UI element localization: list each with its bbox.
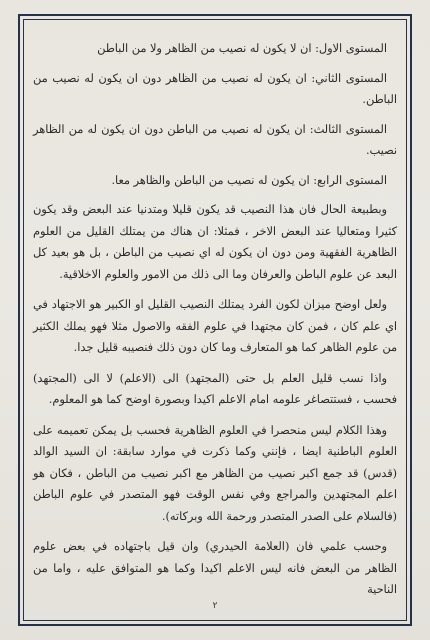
body-paragraph: وهذا الكلام ليس منحصرا في العلوم الظاهرية فحسب بل يمكن تعميمه على العلوم الباطنية ايضا ، فإنني وكما ذكرت في موارد سابقة: ان السيد الوالد (قدس) قد جمع اكبر نصيب من الظاهر مع اكبر نصيب من الباطن ، فكان هو اعلم المجتهدين والمراجع وفي نفس الوقت فهو المتصدر في علوم الباطن (فالسلام على الصدر المتصدر ورحمة الله وبركاته).	[33, 423, 397, 523]
body-paragraph: واذا نسب قليل العلم بل حتى (المجتهد) الى (الاعلم) لا الى (المجتهد) فحسب ، فستتصاغر علومه امام الاعلم اكيدا وبصورة اوضح كما هو المعلوم.	[33, 371, 397, 406]
page-number: ٢	[212, 601, 218, 611]
level-two-paragraph: المستوى الثاني: ان يكون له نصيب من الظاهر دون ان يكون له نصيب من الباطن.	[33, 71, 397, 106]
body-paragraph: وبطبيعة الحال فان هذا النصيب قد يكون قليلا ومتدنيا عند البعض وقد يكون كثيرا ومتعاليا عند البعض الاخر ، فمثلا: ان هناك من يمتلك القليل من العلوم الظاهرية الفقهية ومن دون ان يكون له اي نصيب من الباطن ، بل هو بعيد كل البعد عن علوم الباطن والعرفان وما الى ذلك من الامور والعلوم الاخلاقية.	[33, 203, 397, 281]
body-paragraph: ولعل اوضح ميزان لكون الفرد يمتلك النصيب القليل او الكبير هو الاجتهاد في اي علم كان ، فمن كان مجتهدا في علوم الفقه والاصول مثلا فهو يملك الكثير من علوم الظاهر كما هو المتعارف وما كان دون ذلك فنصيبه قليل جدا.	[33, 298, 397, 354]
level-four-paragraph: المستوى الرابع: ان يكون له نصيب من الباطن والظاهر معا.	[111, 173, 387, 187]
page-body	[33, 38, 397, 610]
body-paragraph: وحسب علمي فان (العلامة الحيدري) وان قيل باجتهاده في بعض علوم الظاهر من البعض فانه ليس الاعلم اكيدا وكما هو المتوافق عليه ، واما من الناحية	[33, 540, 397, 596]
level-one-paragraph: المستوى الاول: ان لا يكون له نصيب من الظاهر ولا من الباطن	[97, 42, 387, 55]
level-three-paragraph: المستوى الثالث: ان يكون له نصيب من الباطن دون ان يكون له من الظاهر نصيب.	[33, 122, 397, 157]
